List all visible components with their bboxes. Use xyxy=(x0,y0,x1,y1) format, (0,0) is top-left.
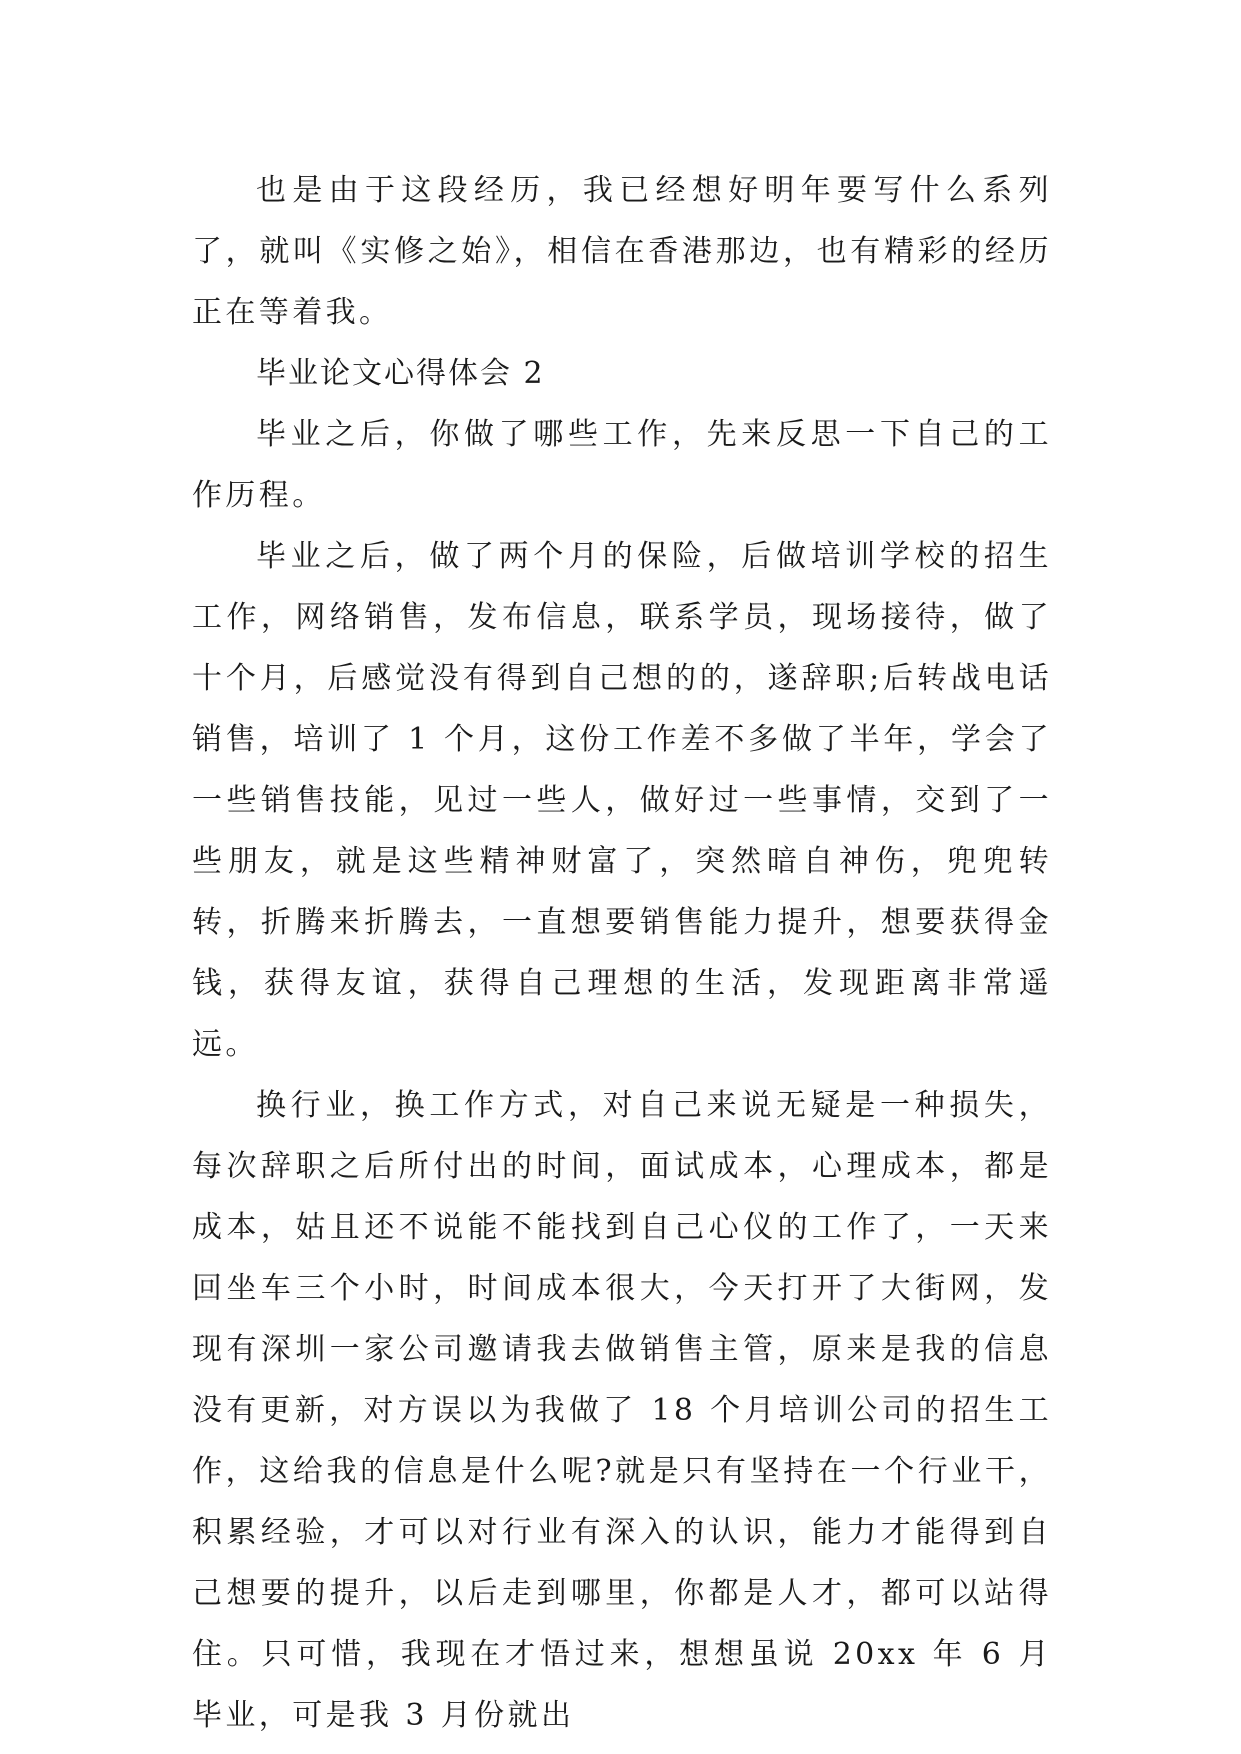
section-heading: 毕业论文心得体会 2 xyxy=(256,356,545,391)
paragraph-question: 毕业之后，你做了哪些工作，先来反思一下自己的工作历程。 xyxy=(192,417,1052,513)
document-body xyxy=(192,160,1052,1746)
paragraph-reflection: 换行业，换工作方式，对自己来说无疑是一种损失，每次辞职之后所付出的时间，面试成本，心理成本，都是成本，姑且还不说能不能找到自己心仪的工作了，一天来回坐车三个小时，时间成本很大，今天打开了大街网，发现有深圳一家公司邀请我去做销售主管，原来是我的信息没有更新，对方误以为我做了 18 个月培训公司的招生工作，这给我的信息是什么呢?就是只有坚持在一个行业干，积累经验，才可以对行业有深入的认识，能力才能得到自己想要的提升，以后走到哪里，你都是人才，都可以站得住。只可惜，我现在才悟过来，想想虽说 20xx 年 6 月毕业，可是我 3 月份就出 xyxy=(192,1088,1052,1733)
paragraph-intro: 也是由于这段经历，我已经想好明年要写什么系列了，就叫《实修之始》，相信在香港那边，也有精彩的经历正在等着我。 xyxy=(192,173,1052,330)
paragraph-work-history: 毕业之后，做了两个月的保险，后做培训学校的招生工作，网络销售，发布信息，联系学员，现场接待，做了十个月，后感觉没有得到自己想的的，遂辞职;后转战电话销售，培训了 1 个月，这份工作差不多做了半年，学会了一些销售技能，见过一些人，做好过一些事情，交到了一些朋友，就是这些精神财富了，突然暗自神伤，兜兜转转，折腾来折腾去，一直想要销售能力提升，想要获得金钱，获得友谊，获得自己理想的生活，发现距离非常遥远。 xyxy=(192,539,1052,1062)
